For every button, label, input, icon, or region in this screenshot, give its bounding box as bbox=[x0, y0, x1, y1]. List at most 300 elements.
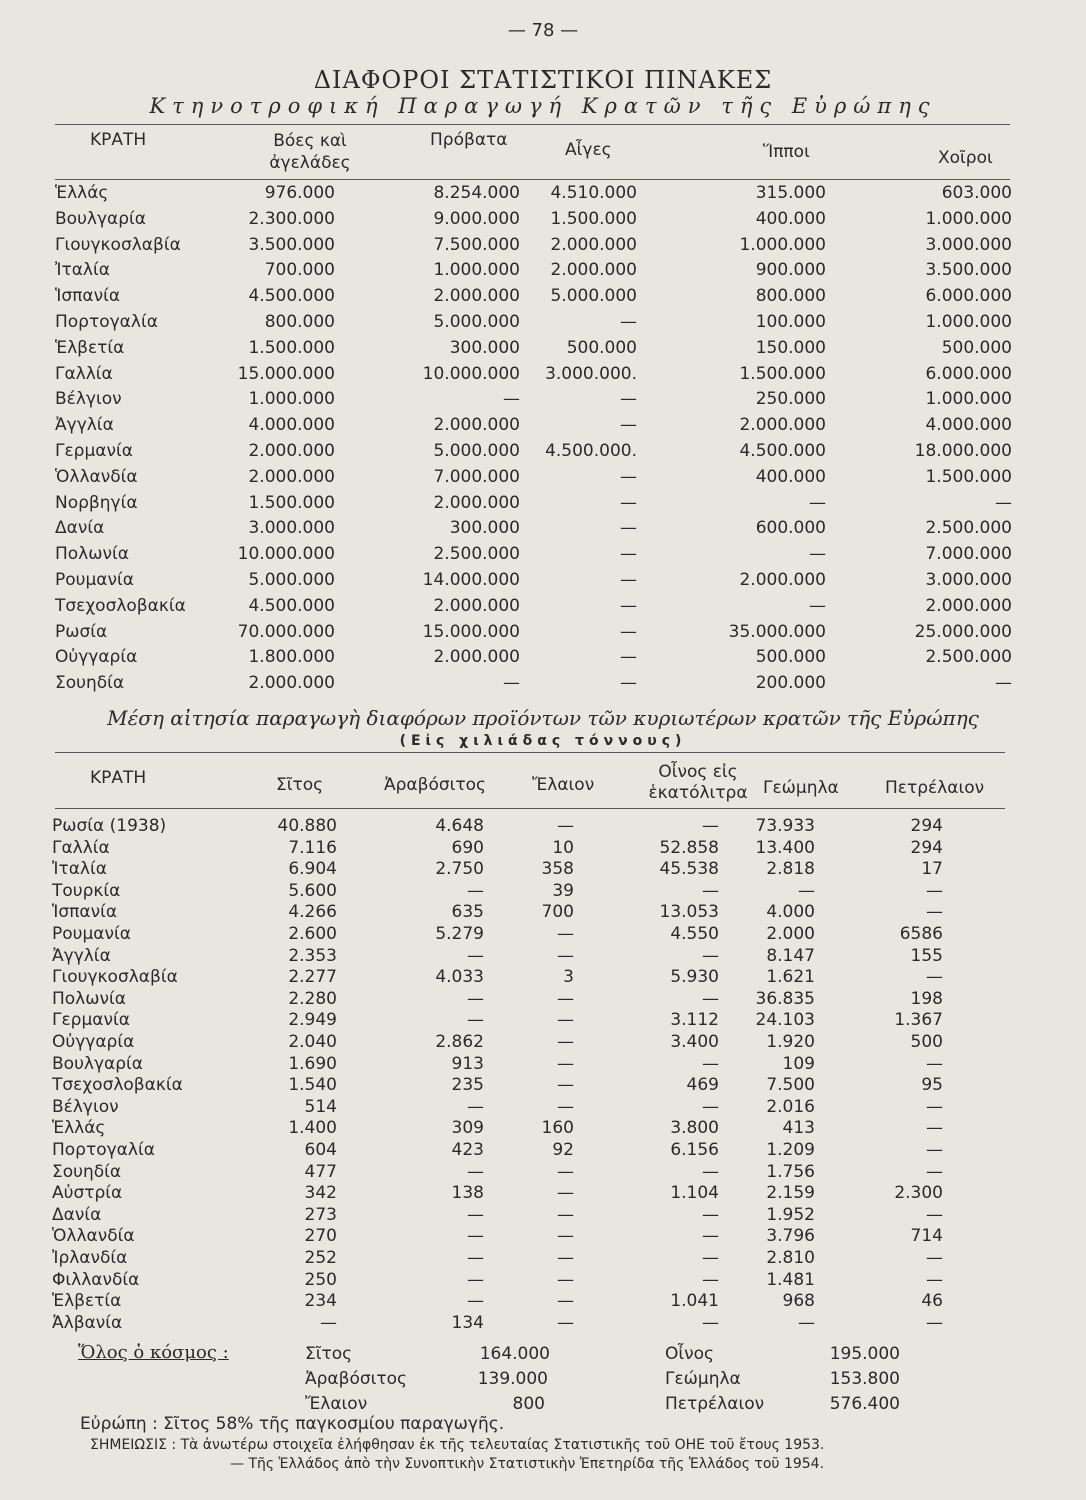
table2-row-country: Ἀλβανία bbox=[52, 1312, 123, 1333]
table1-row-value: 8.254.000 bbox=[433, 183, 520, 203]
table2-row-country: Γιουγκοσλαβία bbox=[52, 967, 178, 988]
table2-header-wine: Οἶνος εἰς ἑκατόλιτρα bbox=[648, 762, 748, 803]
table2-row-value: 1.621 bbox=[766, 967, 815, 988]
table2-row-value: 5.279 bbox=[435, 924, 484, 944]
table2-row-value: 2.810 bbox=[766, 1248, 815, 1268]
table2-row-country: Τσεχοσλοβακία bbox=[52, 1075, 183, 1096]
table2-row-value: 4.266 bbox=[288, 902, 337, 923]
table1-row-value: 14.000.000 bbox=[422, 570, 520, 590]
table1-row-value: 1.000.000 bbox=[248, 389, 335, 410]
table2-row-value: 2.862 bbox=[435, 1032, 484, 1052]
table1-row-country: Ρουμανία bbox=[55, 570, 134, 590]
table2-row-country: Γερμανία bbox=[52, 1010, 130, 1031]
table2-row-value: 234 bbox=[304, 1291, 337, 1312]
table1-row-value: 3.000.000 bbox=[925, 570, 1012, 590]
table1-row-value: 1.500.000 bbox=[739, 363, 826, 384]
table2-row-value: 500 bbox=[910, 1032, 943, 1052]
table1-row-country: Νορβηγία bbox=[55, 492, 138, 513]
table2-row-value: — bbox=[467, 1096, 484, 1117]
table1-row-country: Ρωσία bbox=[55, 621, 108, 642]
table2-row-value: 1.367 bbox=[894, 1010, 943, 1031]
table1-row-value: 7.000.000 bbox=[433, 466, 520, 487]
table2-row-value: — bbox=[926, 1140, 943, 1160]
table1-title: Κτηνοτροφική Παραγωγή Κρατῶν τῆς Εὐρώπης bbox=[149, 94, 937, 118]
table1-row-country: Πορτογαλία bbox=[55, 312, 158, 332]
table1-row-value: — bbox=[620, 544, 637, 565]
table1-row-value: 2.500.000 bbox=[925, 518, 1012, 539]
table2-row-value: — bbox=[702, 1204, 719, 1225]
table2-row-value: — bbox=[702, 816, 719, 836]
table2-row-value: 5.600 bbox=[288, 880, 337, 901]
table1-row-value: 2.000.000 bbox=[739, 570, 826, 590]
table2-row-country: Σουηδία bbox=[52, 1161, 122, 1182]
table2-row-value: 73.933 bbox=[755, 816, 815, 836]
table2-row-value: 1.104 bbox=[670, 1183, 719, 1204]
table1-row-value: 1.000.000 bbox=[925, 312, 1012, 332]
page-number: — 78 — bbox=[507, 20, 579, 41]
table1-row-value: — bbox=[995, 673, 1012, 694]
table1-row-value: 6.000.000 bbox=[925, 363, 1012, 384]
table2-row-value: 250 bbox=[304, 1269, 337, 1290]
table2-row-value: — bbox=[557, 1248, 574, 1268]
table2-row-country: Ρωσία (1938) bbox=[52, 816, 167, 836]
world-item-value: 153.800 bbox=[829, 1369, 900, 1389]
table1-row-value: 10.000.000 bbox=[237, 544, 335, 565]
world-item-value: 800 bbox=[512, 1394, 545, 1414]
table2-row-value: 270 bbox=[304, 1226, 337, 1247]
table2-row-value: 4.550 bbox=[670, 924, 719, 944]
table2-row-value: 413 bbox=[782, 1118, 815, 1139]
table1-row-value: — bbox=[620, 647, 637, 668]
table1-row-value: 2.000.000 bbox=[433, 286, 520, 307]
table2-row-value: — bbox=[467, 945, 484, 966]
table1-row-value: 500.000 bbox=[566, 337, 637, 358]
table2-row-value: — bbox=[926, 1312, 943, 1333]
table2-row-value: 13.400 bbox=[755, 837, 815, 858]
table2-row-value: — bbox=[926, 1248, 943, 1268]
table2-row-value: 2.600 bbox=[288, 924, 337, 944]
table1-row-value: 1.500.000 bbox=[248, 337, 335, 358]
table1-row-value: 4.500.000 bbox=[248, 286, 335, 307]
table1-row-value: 3.000.000 bbox=[248, 518, 335, 539]
table1-row-value: 2.000.000 bbox=[550, 234, 637, 255]
table2-row-value: — bbox=[702, 945, 719, 966]
table2-row-value: — bbox=[557, 1096, 574, 1117]
table2-row-value: — bbox=[926, 1096, 943, 1117]
table1-row-value: 1.000.000 bbox=[739, 234, 826, 255]
table2-header-rule bbox=[55, 808, 1005, 809]
table1-row-value: 10.000.000 bbox=[422, 363, 520, 384]
table2-row-value: — bbox=[926, 1053, 943, 1074]
table2-row-country: Ἀγγλία bbox=[52, 945, 111, 966]
table2-row-value: — bbox=[702, 1096, 719, 1117]
table2-row-country: Φιλλανδία bbox=[52, 1269, 140, 1290]
table2-row-value: — bbox=[467, 1161, 484, 1182]
table2-row-value: 46 bbox=[921, 1291, 943, 1312]
table2-row-value: 1.041 bbox=[670, 1291, 719, 1312]
table2-row-value: — bbox=[702, 1053, 719, 1074]
table1-header-horses: Ἵπποι bbox=[763, 142, 810, 162]
table1-row-value: 2.000.000 bbox=[248, 441, 335, 461]
table1-row-value: 2.300.000 bbox=[248, 208, 335, 229]
table1-row-value: 200.000 bbox=[755, 673, 826, 694]
table1-row-value: — bbox=[809, 492, 826, 513]
world-item-value: 139.000 bbox=[477, 1369, 548, 1389]
table1-row-value: — bbox=[620, 466, 637, 487]
table1-row-value: — bbox=[503, 389, 520, 410]
table2-row-value: 2.353 bbox=[288, 945, 337, 966]
table1-row-value: 400.000 bbox=[755, 466, 826, 487]
table1-row-value: — bbox=[503, 673, 520, 694]
table2-row-value: — bbox=[467, 1269, 484, 1290]
table2-row-value: 1.209 bbox=[766, 1140, 815, 1160]
table1-row-country: Ἑλβετία bbox=[55, 337, 125, 358]
table2-row-value: 3 bbox=[563, 967, 574, 988]
table2-row-value: — bbox=[320, 1312, 337, 1333]
table2-row-value: 24.103 bbox=[755, 1010, 815, 1031]
table1-row-country: Τσεχοσλοβακία bbox=[55, 595, 186, 616]
table2-row-country: Τουρκία bbox=[52, 880, 121, 901]
table1-row-value: 315.000 bbox=[755, 183, 826, 203]
table2-row-country: Βέλγιον bbox=[52, 1096, 119, 1117]
table2-row-value: 1.756 bbox=[766, 1161, 815, 1182]
table2-row-country: Ἰταλία bbox=[52, 859, 107, 880]
table2-row-value: — bbox=[926, 1269, 943, 1290]
table2-row-value: 4.648 bbox=[435, 816, 484, 836]
table1-row-value: 4.500.000 bbox=[739, 441, 826, 461]
table2-row-country: Αὐστρία bbox=[52, 1183, 123, 1204]
table1-row-value: 800.000 bbox=[755, 286, 826, 307]
table1-row-value: 2.000.000 bbox=[433, 415, 520, 436]
table2-row-value: 2.818 bbox=[766, 859, 815, 880]
table1-header-rule bbox=[55, 179, 1010, 180]
table1-row-value: 5.000.000 bbox=[248, 570, 335, 590]
world-item-label: Γεώμηλα bbox=[665, 1369, 741, 1389]
table2-row-value: 913 bbox=[451, 1053, 484, 1074]
table1-row-value: 600.000 bbox=[755, 518, 826, 539]
table1-row-value: — bbox=[620, 595, 637, 616]
table1-row-value: 18.000.000 bbox=[914, 441, 1012, 461]
table2-row-value: 3.796 bbox=[766, 1226, 815, 1247]
table2-row-value: — bbox=[557, 1010, 574, 1031]
table1-row-value: 25.000.000 bbox=[914, 621, 1012, 642]
table1-row-value: 500.000 bbox=[941, 337, 1012, 358]
table2-row-value: — bbox=[467, 1226, 484, 1247]
table1-row-value: 700.000 bbox=[264, 260, 335, 281]
table1-row-value: 400.000 bbox=[755, 208, 826, 229]
table1-row-value: 976.000 bbox=[264, 183, 335, 203]
table2-row-value: 52.858 bbox=[659, 837, 719, 858]
table2-row-value: 1.690 bbox=[288, 1053, 337, 1074]
table2-row-value: — bbox=[926, 967, 943, 988]
table2-row-value: 968 bbox=[782, 1291, 815, 1312]
table2-row-value: 342 bbox=[304, 1183, 337, 1204]
table2-row-value: 109 bbox=[782, 1053, 815, 1074]
table2-row-value: — bbox=[467, 880, 484, 901]
table1-row-country: Ἀγγλία bbox=[55, 415, 114, 436]
table1-row-country: Δανία bbox=[55, 518, 105, 539]
table1-row-value: 500.000 bbox=[755, 647, 826, 668]
table2-row-value: 160 bbox=[541, 1118, 574, 1139]
table2-row-value: 1.481 bbox=[766, 1269, 815, 1290]
table1-row-value: 2.000.000 bbox=[248, 466, 335, 487]
table2-row-value: — bbox=[926, 880, 943, 901]
table2-row-value: 3.112 bbox=[670, 1010, 719, 1031]
table2-row-value: 40.880 bbox=[277, 816, 337, 836]
table2-row-value: 477 bbox=[304, 1161, 337, 1182]
table2-row-value: — bbox=[557, 1269, 574, 1290]
table2-row-value: — bbox=[702, 1226, 719, 1247]
world-item-label: Ἀραβόσιτος bbox=[305, 1369, 408, 1389]
table2-row-value: — bbox=[557, 816, 574, 836]
table2-row-value: 6.904 bbox=[288, 859, 337, 880]
table1-row-value: 15.000.000 bbox=[422, 621, 520, 642]
table2-row-value: — bbox=[557, 924, 574, 944]
table2-row-value: — bbox=[798, 880, 815, 901]
table2-row-value: — bbox=[926, 1204, 943, 1225]
table1-row-value: 15.000.000 bbox=[237, 363, 335, 384]
table1-row-value: 4.000.000 bbox=[248, 415, 335, 436]
table2-row-value: — bbox=[557, 1291, 574, 1312]
table1-row-value: 3.500.000 bbox=[925, 260, 1012, 281]
table1-row-country: Ἰταλία bbox=[55, 260, 110, 281]
table1-row-value: 7.000.000 bbox=[925, 544, 1012, 565]
table2-row-country: Ἰρλανδία bbox=[52, 1248, 128, 1268]
table2-row-value: 2.000 bbox=[766, 924, 815, 944]
table2-row-value: 2.277 bbox=[288, 967, 337, 988]
table2-row-value: — bbox=[557, 1226, 574, 1247]
table2-row-value: 1.400 bbox=[288, 1118, 337, 1139]
table2-row-value: 700 bbox=[541, 902, 574, 923]
table2-row-value: 309 bbox=[451, 1118, 484, 1139]
table1-row-value: — bbox=[620, 518, 637, 539]
table2-row-value: — bbox=[557, 1204, 574, 1225]
world-item-label: Σῖτος bbox=[305, 1344, 353, 1364]
table2-row-value: 2.300 bbox=[894, 1183, 943, 1204]
table1-row-country: Γαλλία bbox=[55, 363, 113, 384]
table1-row-value: 300.000 bbox=[449, 518, 520, 539]
table1-row-country: Πολωνία bbox=[55, 544, 129, 565]
table1-row-value: — bbox=[620, 492, 637, 513]
table1-row-value: 2.000.000 bbox=[433, 492, 520, 513]
table2-row-value: 358 bbox=[541, 859, 574, 880]
table2-row-value: 1.952 bbox=[766, 1204, 815, 1225]
table2-row-country: Οὐγγαρία bbox=[52, 1032, 135, 1052]
table2-row-value: 469 bbox=[686, 1075, 719, 1096]
table2-row-value: — bbox=[467, 1204, 484, 1225]
world-label: Ὅλος ὁ κόσμος : bbox=[78, 1342, 229, 1363]
table1-row-value: — bbox=[995, 492, 1012, 513]
table1-row-value: 4.000.000 bbox=[925, 415, 1012, 436]
table2-header-petroleum: Πετρέλαιον bbox=[885, 778, 985, 798]
table1-row-value: 1.800.000 bbox=[248, 647, 335, 668]
table2-row-value: 273 bbox=[304, 1204, 337, 1225]
table2-row-value: 45.538 bbox=[659, 859, 719, 880]
page-title: ΔΙΑΦΟΡΟΙ ΣΤΑΤΙΣΤΙΚΟΙ ΠΙΝΑΚΕΣ bbox=[313, 66, 773, 94]
table1-row-value: 7.500.000 bbox=[433, 234, 520, 255]
table2-row-value: — bbox=[557, 945, 574, 966]
table1-header-goats: Αἶγες bbox=[565, 140, 612, 160]
table2-title: Μέση αἰτησία παραγωγὴ διαφόρων προϊόντων τῶν κυριωτέρων κρατῶν τῆς Εὐρώπης bbox=[107, 706, 979, 730]
table2-row-value: 92 bbox=[552, 1140, 574, 1160]
table1-row-value: 2.000.000 bbox=[433, 647, 520, 668]
table1-row-value: 150.000 bbox=[755, 337, 826, 358]
table2-row-country: Ἑλλάς bbox=[52, 1118, 106, 1139]
table2-header-maize: Ἀραβόσιτος bbox=[384, 775, 487, 795]
table2-row-value: — bbox=[702, 1312, 719, 1333]
table2-row-value: 2.159 bbox=[766, 1183, 815, 1204]
table2-row-value: 2.750 bbox=[435, 859, 484, 880]
table1-row-value: 1.500.000 bbox=[550, 208, 637, 229]
table1-row-value: — bbox=[620, 312, 637, 332]
table2-row-value: 138 bbox=[451, 1183, 484, 1204]
table2-row-value: — bbox=[702, 880, 719, 901]
table1-row-value: 1.500.000 bbox=[248, 492, 335, 513]
table1-row-value: — bbox=[809, 595, 826, 616]
table2-row-value: — bbox=[467, 988, 484, 1009]
table2-row-value: 36.835 bbox=[755, 988, 815, 1009]
table2-row-value: 1.540 bbox=[288, 1075, 337, 1096]
world-item-value: 195.000 bbox=[829, 1344, 900, 1364]
table2-row-value: 8.147 bbox=[766, 945, 815, 966]
table1-row-value: 70.000.000 bbox=[237, 621, 335, 642]
table1-row-value: 4.500.000 bbox=[248, 595, 335, 616]
table2-row-value: 252 bbox=[304, 1248, 337, 1268]
table1-row-value: 2.500.000 bbox=[925, 647, 1012, 668]
table2-row-value: 2.040 bbox=[288, 1032, 337, 1052]
table1-row-value: 2.500.000 bbox=[433, 544, 520, 565]
source-note-2: — Τῆς Ἑλλάδος ἀπὸ τὴν Συνοπτικὴν Στατιστικὴν Ἐπετηρίδα τῆς Ἑλλάδος τοῦ 1954. bbox=[230, 1456, 825, 1472]
table2-header-state: ΚΡΑΤΗ bbox=[90, 768, 147, 788]
table2-row-value: 155 bbox=[910, 945, 943, 966]
table2-row-value: 690 bbox=[451, 837, 484, 858]
table1-row-country: Βουλγαρία bbox=[55, 208, 146, 229]
table1-row-value: 1.000.000 bbox=[433, 260, 520, 281]
table2-row-country: Ὁλλανδία bbox=[52, 1226, 135, 1247]
table2-subtitle: (Εἰς χιλιάδας τόννους) bbox=[399, 733, 687, 749]
table2-row-value: 2.280 bbox=[288, 988, 337, 1009]
europe-note: Εὐρώπη : Σῖτος 58% τῆς παγκοσμίου παραγωγῆς. bbox=[80, 1414, 505, 1434]
table1-row-value: 6.000.000 bbox=[925, 286, 1012, 307]
table2-row-value: — bbox=[926, 1118, 943, 1139]
table2-row-value: — bbox=[798, 1312, 815, 1333]
table1-row-value: — bbox=[620, 673, 637, 694]
table2-row-value: — bbox=[926, 1161, 943, 1182]
table2-row-value: 294 bbox=[910, 816, 943, 836]
table2-row-value: 714 bbox=[910, 1226, 943, 1247]
table1-row-value: 250.000 bbox=[755, 389, 826, 410]
table2-row-value: 2.016 bbox=[766, 1096, 815, 1117]
table2-row-value: 294 bbox=[910, 837, 943, 858]
table2-row-value: 514 bbox=[304, 1096, 337, 1117]
table2-row-value: — bbox=[467, 1248, 484, 1268]
table1-header-cattle: Βόες καὶ ἀγελάδες bbox=[269, 131, 351, 173]
table2-row-value: 6.156 bbox=[670, 1140, 719, 1160]
table1-row-value: 2.000.000 bbox=[739, 415, 826, 436]
table2-row-value: — bbox=[702, 1248, 719, 1268]
table1-top-rule bbox=[55, 124, 1010, 125]
table1-row-value: 100.000 bbox=[755, 312, 826, 332]
table1-row-value: — bbox=[620, 389, 637, 410]
table1-row-value: 5.000.000 bbox=[433, 312, 520, 332]
table1-row-value: 2.000.000 bbox=[925, 595, 1012, 616]
table1-row-value: — bbox=[809, 544, 826, 565]
world-item-label: Ἔλαιον bbox=[305, 1394, 368, 1414]
table2-row-value: — bbox=[557, 988, 574, 1009]
table1-row-value: — bbox=[620, 415, 637, 436]
table2-row-value: 17 bbox=[921, 859, 943, 880]
table1-row-value: 5.000.000 bbox=[550, 286, 637, 307]
table2-row-value: — bbox=[467, 1010, 484, 1031]
table2-row-value: — bbox=[557, 1032, 574, 1052]
table1-row-value: 3.000.000. bbox=[545, 363, 637, 384]
table1-row-country: Ἱσπανία bbox=[55, 286, 121, 307]
table2-row-value: — bbox=[557, 1075, 574, 1096]
table2-row-country: Ἑλβετία bbox=[52, 1291, 122, 1312]
table2-row-value: 7.500 bbox=[766, 1075, 815, 1096]
table1-row-country: Ὁλλανδία bbox=[55, 466, 138, 487]
table1-row-value: 1.000.000 bbox=[925, 389, 1012, 410]
world-item-label: Οἶνος bbox=[665, 1344, 715, 1364]
table2-row-value: 198 bbox=[910, 988, 943, 1009]
table1-row-value: 2.000.000 bbox=[248, 673, 335, 694]
table2-row-value: — bbox=[926, 902, 943, 923]
world-item-value: 576.400 bbox=[829, 1394, 900, 1414]
source-note-1: ΣΗΜΕΙΩΣΙΣ : Τὰ ἀνωτέρω στοιχεῖα ἐλήφθησαν ἐκ τῆς τελευταίας Στατιστικῆς τοῦ ΟΗΕ τοῦ ἔτους 1953. bbox=[90, 1437, 825, 1453]
table1-row-value: 35.000.000 bbox=[728, 621, 826, 642]
table2-row-value: 635 bbox=[451, 902, 484, 923]
table2-row-value: 4.033 bbox=[435, 967, 484, 988]
table1-row-value: 2.000.000 bbox=[433, 595, 520, 616]
table2-row-value: — bbox=[702, 1161, 719, 1182]
table2-row-value: 1.920 bbox=[766, 1032, 815, 1052]
table2-row-value: 39 bbox=[552, 880, 574, 901]
table2-header-wheat: Σῖτος bbox=[276, 775, 324, 795]
table2-header-potatoes: Γεώμηλα bbox=[763, 778, 839, 798]
table2-row-value: — bbox=[557, 1312, 574, 1333]
table1-row-value: 1.500.000 bbox=[925, 466, 1012, 487]
table1-header-state: ΚΡΑΤΗ bbox=[90, 130, 147, 150]
world-item-label: Πετρέλαιον bbox=[665, 1394, 765, 1414]
table1-row-value: 300.000 bbox=[449, 337, 520, 358]
table1-row-value: — bbox=[620, 621, 637, 642]
table1-row-value: 1.000.000 bbox=[925, 208, 1012, 229]
table2-row-value: 13.053 bbox=[659, 902, 719, 923]
table2-header-oil: Ἔλαιον bbox=[532, 775, 595, 795]
table2-row-value: 423 bbox=[451, 1140, 484, 1160]
table2-row-country: Ρουμανία bbox=[52, 924, 131, 944]
table1-header-pigs: Χοῖροι bbox=[938, 148, 993, 168]
table2-row-country: Πολωνία bbox=[52, 988, 126, 1009]
table2-row-value: 5.930 bbox=[670, 967, 719, 988]
table1-row-value: — bbox=[620, 570, 637, 590]
table2-row-value: 3.800 bbox=[670, 1118, 719, 1139]
table2-row-value: 604 bbox=[304, 1140, 337, 1160]
table2-row-country: Γαλλία bbox=[52, 837, 110, 858]
table1-header-sheep: Πρόβατα bbox=[430, 130, 508, 150]
table2-row-country: Ἱσπανία bbox=[52, 902, 118, 923]
table1-row-country: Βέλγιον bbox=[55, 389, 122, 410]
table2-row-value: — bbox=[467, 1291, 484, 1312]
table2-row-value: 134 bbox=[451, 1312, 484, 1333]
table2-top-rule bbox=[55, 752, 1005, 753]
table1-row-value: 900.000 bbox=[755, 260, 826, 281]
table2-row-value: — bbox=[557, 1053, 574, 1074]
table2-row-value: 3.400 bbox=[670, 1032, 719, 1052]
table1-row-value: 2.000.000 bbox=[550, 260, 637, 281]
table2-row-value: — bbox=[557, 1183, 574, 1204]
table1-row-value: 4.500.000. bbox=[545, 441, 637, 461]
